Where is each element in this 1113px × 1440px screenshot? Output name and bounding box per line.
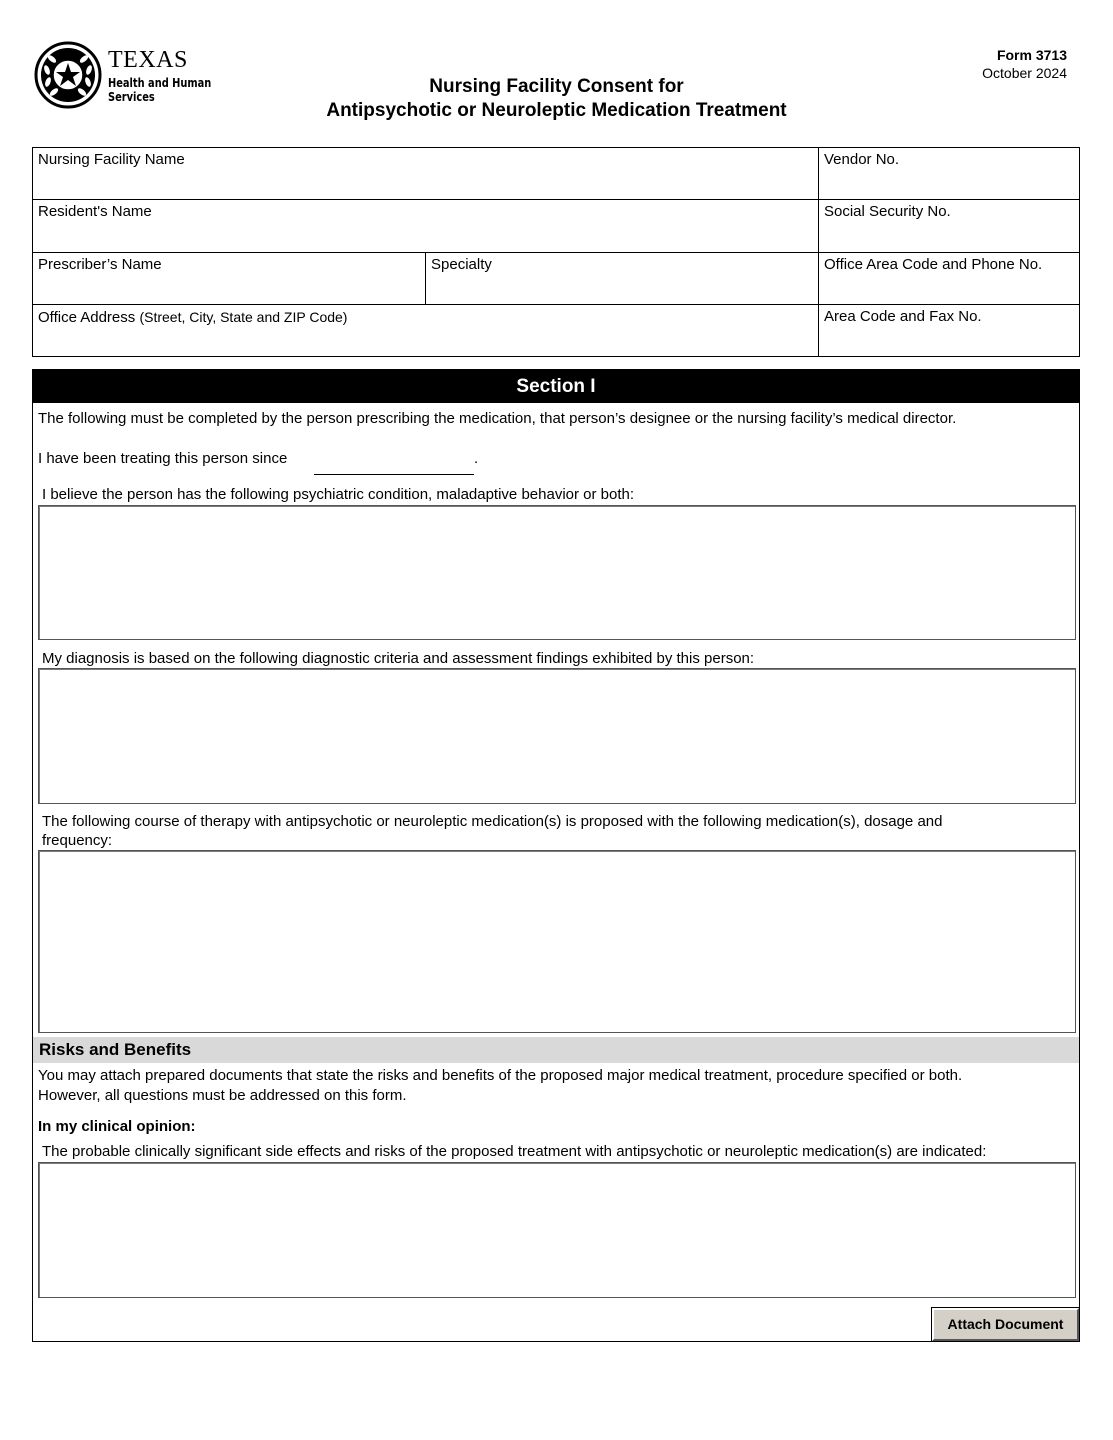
- office-address-note: (Street, City, State and ZIP Code): [139, 309, 348, 325]
- logo-texas-text: TEXAS: [108, 47, 188, 73]
- office-address-field[interactable]: [33, 305, 819, 356]
- prescriber-name-label: Prescriber’s Name: [38, 256, 162, 273]
- vendor-no-label: Vendor No.: [824, 151, 900, 168]
- ssn-field[interactable]: [819, 200, 1080, 253]
- form-title-line2: Antipsychotic or Neuroleptic Medication Treatment: [326, 100, 787, 121]
- logo-subtitle-line2: Services: [108, 90, 155, 104]
- diagnosis-textarea[interactable]: [38, 668, 1076, 804]
- attach-document-button[interactable]: Attach Document: [932, 1308, 1079, 1341]
- risks-note-line1: You may attach prepared documents that state the risks and benefits of the proposed major medical treatment, procedure specified or both.: [38, 1067, 963, 1084]
- prescriber-name-field[interactable]: [33, 253, 426, 305]
- form-date: October 2024: [982, 65, 1067, 81]
- diagnosis-label: My diagnosis is based on the following diagnostic criteria and assessment findings exhibited by this person:: [42, 650, 755, 667]
- clinical-opinion-heading: In my clinical opinion:: [38, 1118, 196, 1135]
- office-phone-field[interactable]: [819, 253, 1080, 305]
- side-effects-textarea[interactable]: [38, 1162, 1076, 1298]
- condition-label: I believe the person has the following psychiatric condition, maladaptive behavior or both:: [42, 486, 635, 503]
- facility-name-label: Nursing Facility Name: [38, 151, 185, 168]
- condition-textarea[interactable]: [38, 505, 1076, 640]
- therapy-label-line2: frequency:: [42, 832, 113, 849]
- therapy-label-line1: The following course of therapy with antipsychotic or neuroleptic medication(s) is proposed with the following medication(s), dosage and: [42, 813, 943, 830]
- side-effects-label: The probable clinically significant side effects and risks of the proposed treatment with antipsychotic or neuroleptic medication(s) are indicated:: [42, 1143, 987, 1160]
- form-number: Form 3713: [996, 47, 1067, 63]
- therapy-textarea[interactable]: [38, 850, 1076, 1033]
- resident-name-label: Resident's Name: [38, 203, 152, 220]
- ssn-label: Social Security No.: [824, 203, 951, 220]
- risks-note-line2: However, all questions must be addressed on this form.: [38, 1087, 407, 1104]
- fax-field[interactable]: [819, 305, 1080, 356]
- office-address-label: Office Address: [38, 309, 136, 326]
- section-1: [32, 369, 1080, 1342]
- risks-benefits-heading: Risks and Benefits: [33, 1037, 1079, 1063]
- office-phone-label: Office Area Code and Phone No.: [824, 256, 1043, 273]
- logo-subtitle-line1: Health and Human: [108, 76, 212, 90]
- header-fields-table: [32, 147, 1080, 357]
- vendor-no-field[interactable]: [819, 148, 1080, 200]
- facility-name-field[interactable]: [33, 148, 819, 200]
- resident-name-field[interactable]: [33, 200, 819, 253]
- section-1-intro: The following must be completed by the person prescribing the medication, that person’s designee or the nursing facility’s medical director.: [38, 410, 957, 427]
- treating-since-period: .: [474, 450, 479, 467]
- specialty-field[interactable]: [426, 253, 819, 305]
- specialty-label: Specialty: [431, 256, 492, 273]
- treating-since-input[interactable]: [314, 474, 474, 475]
- form-title-line1: Nursing Facility Consent for: [429, 76, 684, 97]
- treating-since-label: I have been treating this person since: [38, 450, 288, 467]
- section-1-heading: Section I: [33, 370, 1079, 403]
- fax-label: Area Code and Fax No.: [824, 308, 982, 325]
